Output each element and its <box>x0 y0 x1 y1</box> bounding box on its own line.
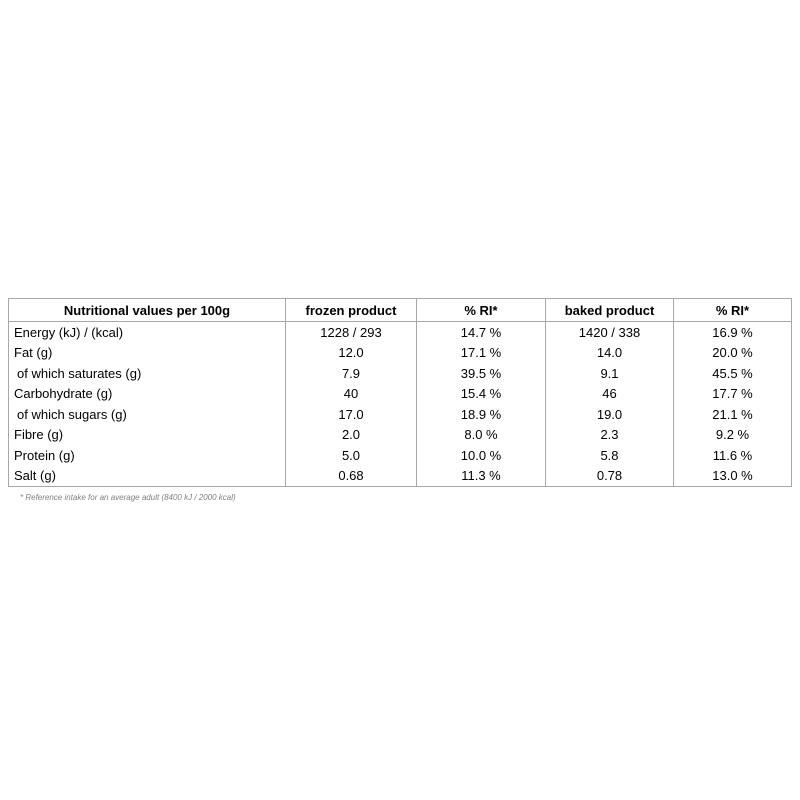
baked-value: 14.0 <box>546 343 674 364</box>
baked-ri-value: 21.1 % <box>674 404 792 425</box>
baked-value: 19.0 <box>546 404 674 425</box>
row-label: Carbohydrate (g) <box>9 384 286 405</box>
table-row <box>9 363 792 384</box>
frozen-ri-value: 11.3 % <box>417 466 546 487</box>
table-row <box>9 322 792 343</box>
table-row <box>9 343 792 364</box>
header-frozen-product: frozen product <box>286 299 417 322</box>
frozen-ri-value: 15.4 % <box>417 384 546 405</box>
baked-value: 9.1 <box>546 363 674 384</box>
baked-ri-value: 13.0 % <box>674 466 792 487</box>
baked-value: 1420 / 338 <box>546 322 674 343</box>
row-label: Fat (g) <box>9 343 286 364</box>
row-label: of which saturates (g) <box>9 363 286 384</box>
baked-ri-value: 45.5 % <box>674 363 792 384</box>
frozen-ri-value: 18.9 % <box>417 404 546 425</box>
nutrition-table-container <box>8 298 791 487</box>
reference-intake-footnote: * Reference intake for an average adult (8400 kJ / 2000 kcal) <box>20 493 236 502</box>
nutrition-table <box>8 298 792 487</box>
frozen-value: 1228 / 293 <box>286 322 417 343</box>
baked-ri-value: 16.9 % <box>674 322 792 343</box>
baked-ri-value: 20.0 % <box>674 343 792 364</box>
table-header-row <box>9 299 792 322</box>
baked-ri-value: 17.7 % <box>674 384 792 405</box>
frozen-value: 40 <box>286 384 417 405</box>
table-row <box>9 445 792 466</box>
table-row <box>9 404 792 425</box>
row-label: Energy (kJ) / (kcal) <box>9 322 286 343</box>
header-frozen-ri: % RI* <box>417 299 546 322</box>
table-row <box>9 466 792 487</box>
baked-value: 0.78 <box>546 466 674 487</box>
frozen-value: 5.0 <box>286 445 417 466</box>
frozen-ri-value: 17.1 % <box>417 343 546 364</box>
header-nutrient: Nutritional values per 100g <box>9 299 286 322</box>
baked-value: 46 <box>546 384 674 405</box>
header-baked-product: baked product <box>546 299 674 322</box>
baked-value: 2.3 <box>546 425 674 446</box>
table-row <box>9 425 792 446</box>
frozen-ri-value: 39.5 % <box>417 363 546 384</box>
row-label: of which sugars (g) <box>9 404 286 425</box>
baked-value: 5.8 <box>546 445 674 466</box>
frozen-value: 7.9 <box>286 363 417 384</box>
row-label: Protein (g) <box>9 445 286 466</box>
baked-ri-value: 11.6 % <box>674 445 792 466</box>
frozen-value: 12.0 <box>286 343 417 364</box>
frozen-ri-value: 10.0 % <box>417 445 546 466</box>
frozen-value: 17.0 <box>286 404 417 425</box>
table-row <box>9 384 792 405</box>
frozen-ri-value: 14.7 % <box>417 322 546 343</box>
row-label: Salt (g) <box>9 466 286 487</box>
frozen-value: 0.68 <box>286 466 417 487</box>
frozen-ri-value: 8.0 % <box>417 425 546 446</box>
baked-ri-value: 9.2 % <box>674 425 792 446</box>
header-baked-ri: % RI* <box>674 299 792 322</box>
row-label: Fibre (g) <box>9 425 286 446</box>
frozen-value: 2.0 <box>286 425 417 446</box>
